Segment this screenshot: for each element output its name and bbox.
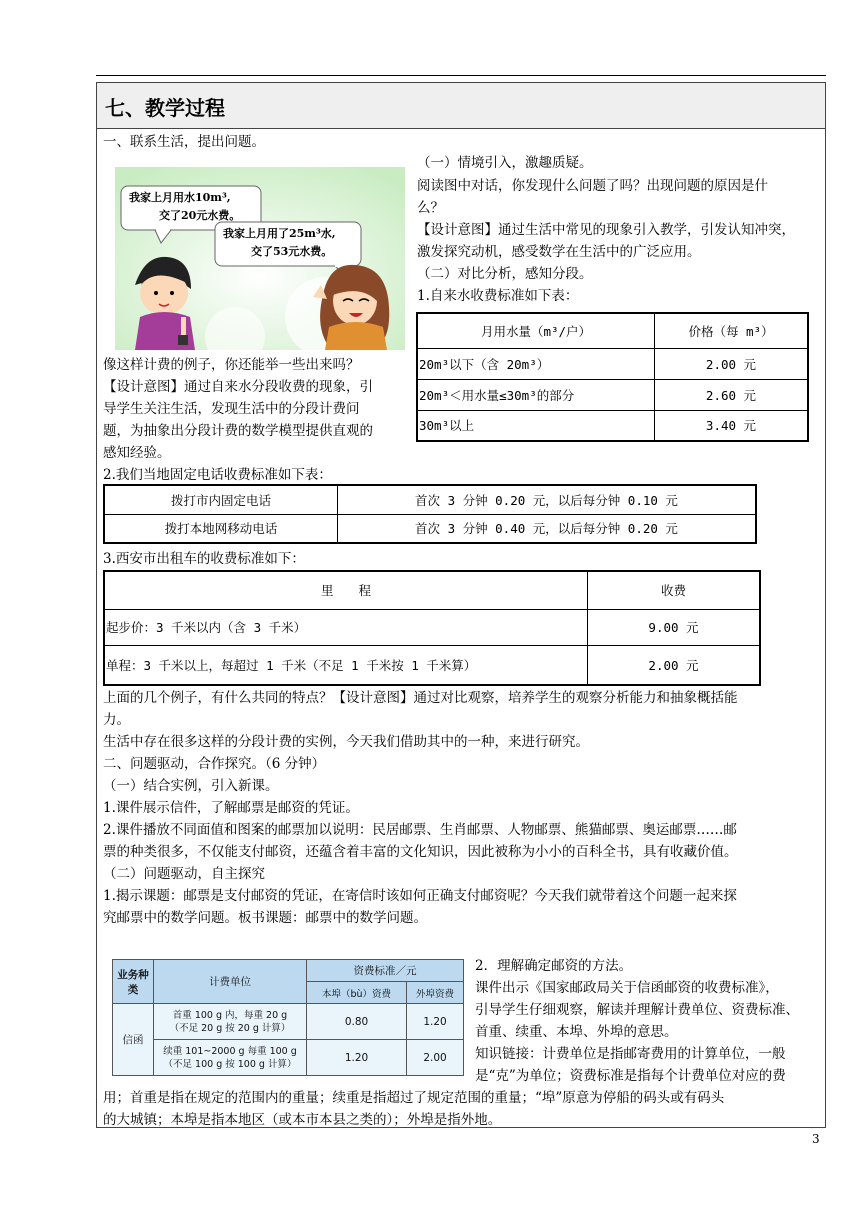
body-p3: 二、问题驱动，合作探究。（6 分钟） xyxy=(103,756,326,772)
postage-line-8: 的大城镇；本埠是指本地区（或本市本县之类的）；外埠是指外地。 xyxy=(103,1112,502,1128)
left-line-1: 像这样计费的例子，你还能举一些出来吗？ xyxy=(103,357,360,373)
water-fee-table xyxy=(416,312,809,442)
right-line-7: 1.自来水收费标准如下表： xyxy=(417,288,579,304)
phone-row-2-fee: 首次 3 分钟 0.40 元，以后每分钟 0.20 元 xyxy=(338,514,757,543)
postage-line-6: 是“克”为单位；资费标准是指每个计费单位对应的费 xyxy=(475,1068,786,1084)
water-header-price: 价格（每 m³） xyxy=(655,313,809,348)
postage-line-1: 2．理解确定邮资的方法。 xyxy=(475,958,633,974)
bubble2-line1: 我家上月用了25m³水, xyxy=(223,227,336,240)
phone-row-1-type: 拨打市内固定电话 xyxy=(104,485,338,514)
postage-header-local: 本埠（bù）资费 xyxy=(307,982,407,1004)
body-p1b: 力。 xyxy=(103,712,130,728)
postage-row-2-local: 1.20 xyxy=(307,1040,407,1076)
taxi-header-distance: 里 程 xyxy=(104,571,588,609)
water-row-1-usage: 20m³以下（含 20m³） xyxy=(417,348,655,379)
phone-row-2-type: 拨打本地网移动电话 xyxy=(104,514,338,543)
section-header xyxy=(97,83,825,129)
bubble1-line1: 我家上月用水10m³, xyxy=(129,191,231,204)
dialogue-illustration xyxy=(115,167,405,350)
phone-heading: 2.我们当地固定电话收费标准如下表： xyxy=(103,467,332,483)
page-number: 3 xyxy=(812,1132,820,1146)
taxi-header-fee: 收费 xyxy=(588,571,761,609)
body-p1a: 上面的几个例子，有什么共同的特点？【设计意图】通过对比观察，培养学生的观察分析能力和抽象概括能 xyxy=(103,690,738,706)
postage-row-1-unit-a: 首重 100 g 内，每重 20 g xyxy=(172,1009,288,1021)
postage-row-type: 信函 xyxy=(113,1004,154,1076)
postage-row-2-outer: 2.00 xyxy=(407,1040,464,1076)
postage-row-1-unit xyxy=(154,1004,307,1040)
postage-header-type: 业务种类 xyxy=(113,960,154,1004)
postage-line-3: 引导学生仔细观察，解读并理解计费单位、资费标准、 xyxy=(475,1002,799,1018)
postage-header-standard: 资费标准／元 xyxy=(307,960,464,982)
body-p4: （一）结合实例，引入新课。 xyxy=(103,778,279,794)
postage-row-1-unit-b: （不足 20 g 按 20 g 计算） xyxy=(169,1022,291,1034)
right-line-5: 激发探究动机，感受数学在生活中的广泛应用。 xyxy=(417,244,701,260)
phone-fee-table xyxy=(103,484,757,544)
water-row-3-price: 3.40 元 xyxy=(655,410,809,441)
taxi-row-1-fee: 9.00 元 xyxy=(588,609,761,645)
taxi-row-2-distance: 单程：3 千米以上，每超过 1 千米（不足 1 千米按 1 千米算） xyxy=(104,645,588,685)
body-p2: 生活中存在很多这样的分段计费的实例，今天我们借助其中的一种，来进行研究。 xyxy=(103,734,589,750)
body-p7: （二）问题驱动，自主探究 xyxy=(103,866,265,882)
body-p8a: 1.揭示课题：邮票是支付邮资的凭证，在寄信时该如何正确支付邮资呢？今天我们就带着这个问题一起来探 xyxy=(103,888,737,904)
body-p6b: 票的种类很多，不仅能支付邮资，还蕴含着丰富的文化知识，因此被称为小小的百科全书，具有收藏价值。 xyxy=(103,844,738,860)
postage-line-5: 知识链接：计费单位是指邮寄费用的计算单位，一般 xyxy=(475,1046,786,1062)
body-p5: 1.课件展示信件，了解邮票是邮资的凭证。 xyxy=(103,800,359,816)
body-p6a: 2.课件播放不同面值和图案的邮票加以说明：民居邮票、生肖邮票、人物邮票、熊猫邮票、奥运邮票……邮 xyxy=(103,822,737,838)
left-line-4: 题，为抽象出分段计费的数学模型提供直观的 xyxy=(103,423,373,439)
postage-table xyxy=(112,959,464,1075)
postage-row-1-local: 0.80 xyxy=(307,1004,407,1040)
postage-row-2-unit-b: （不足 100 g 按 100 g 计算） xyxy=(163,1058,297,1070)
left-line-2: 【设计意图】通过自来水分段收费的现象，引 xyxy=(103,379,373,395)
taxi-heading: 3.西安市出租车的收费标准如下： xyxy=(103,551,305,567)
header-rule xyxy=(96,75,826,76)
postage-table-grid xyxy=(112,959,464,1076)
right-line-4: 【设计意图】通过生活中常见的现象引入教学，引发认知冲突， xyxy=(417,222,795,238)
body-p8b: 究邮票中的数学问题。板书课题：邮票中的数学问题。 xyxy=(103,910,427,926)
left-line-5: 感知经验。 xyxy=(103,445,171,461)
taxi-row-1-distance: 起步价：3 千米以内（含 3 千米） xyxy=(104,609,588,645)
right-line-1: （一）情境引入，激趣质疑。 xyxy=(417,155,593,171)
section-title: 七、教学过程 xyxy=(105,96,225,120)
bubble1-line2: 交了20元水费。 xyxy=(159,209,241,222)
part1-heading: 一、联系生活，提出问题。 xyxy=(103,134,265,150)
postage-row-1-outer: 1.20 xyxy=(407,1004,464,1040)
phone-row-1-fee: 首次 3 分钟 0.20 元，以后每分钟 0.10 元 xyxy=(338,485,757,514)
postage-header-unit: 计费单位 xyxy=(154,960,307,1004)
postage-row-2-unit-a: 续重 101~2000 g 每重 100 g xyxy=(163,1045,297,1057)
water-row-3-usage: 30m³以上 xyxy=(417,410,655,441)
postage-line-7: 用；首重是指在规定的范围内的重量；续重是指超过了规定范围的重量；“埠”原意为停船的码头或有码头 xyxy=(103,1090,725,1106)
postage-row-2-unit xyxy=(154,1040,307,1076)
water-row-1-price: 2.00 元 xyxy=(655,348,809,379)
right-line-6: （二）对比分析，感知分段。 xyxy=(417,266,593,282)
left-line-3: 导学生关注生活，发现生活中的分段计费问 xyxy=(103,401,360,417)
taxi-fee-table xyxy=(103,570,761,686)
water-row-2-usage: 20m³＜用水量≤30m³的部分 xyxy=(417,379,655,410)
postage-line-4: 首重、续重、本埠、外埠的意思。 xyxy=(475,1024,678,1040)
water-header-usage: 月用水量（m³/户） xyxy=(417,313,655,348)
postage-line-2: 课件出示《国家邮政局关于信函邮资的收费标准》， xyxy=(475,980,779,996)
right-line-3: 么？ xyxy=(417,200,444,216)
water-row-2-price: 2.60 元 xyxy=(655,379,809,410)
right-line-2: 阅读图中对话，你发现什么问题了吗？出现问题的原因是什 xyxy=(417,178,768,194)
postage-header-outer: 外埠资费 xyxy=(407,982,464,1004)
bubble2-line2: 交了53元水费。 xyxy=(251,245,333,258)
taxi-row-2-fee: 2.00 元 xyxy=(588,645,761,685)
